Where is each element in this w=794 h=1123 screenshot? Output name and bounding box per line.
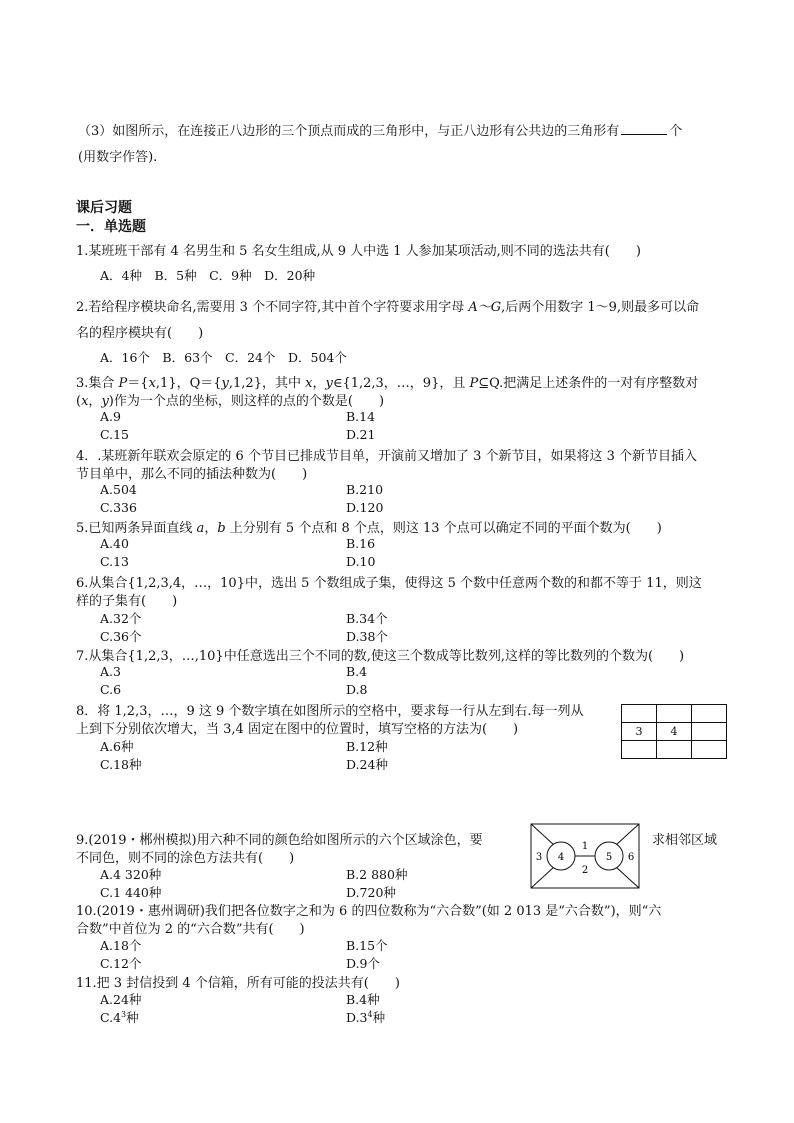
region-5-label: 5 bbox=[605, 852, 613, 863]
figure-diagonal bbox=[616, 867, 639, 888]
q8-option-a: A.6种 bbox=[100, 739, 134, 754]
q5-option-c: C.13 bbox=[100, 554, 129, 569]
q7-option-c: C.6 bbox=[100, 682, 122, 697]
q3-a: 3.集合 bbox=[76, 376, 119, 391]
question-1-options: A．4种 B．5种 C．9种 D．20种 bbox=[100, 268, 316, 283]
q3-g: ⊆Q.把满足上述条件的一对有序整数对 bbox=[478, 376, 699, 391]
question-2-line2: 名的程序模块有( ) bbox=[76, 326, 204, 341]
q5-a: a bbox=[196, 521, 205, 536]
q3-y1: y bbox=[221, 376, 229, 391]
q6-option-a: A.32个 bbox=[100, 611, 142, 626]
q3-e: ， bbox=[312, 376, 326, 391]
figure-diagonal bbox=[531, 824, 554, 845]
q6-option-d: D.38个 bbox=[346, 629, 388, 644]
question-2-line1 bbox=[76, 296, 699, 315]
grid-row bbox=[622, 723, 727, 741]
q9-option-b: B.2 880种 bbox=[346, 867, 408, 882]
number-grid-figure bbox=[621, 704, 727, 759]
q8-option-c: C.18种 bbox=[100, 757, 142, 772]
q9-option-a: A.4 320种 bbox=[100, 867, 162, 882]
question-7: 7.从集合{1,2,3，…,10}中任意选出三个不同的数,使这三个数成等比数列,这样的等比数列的个数为( ) bbox=[76, 649, 685, 664]
q10-option-a: A.18个 bbox=[100, 938, 142, 953]
q6-option-b: B.34个 bbox=[346, 611, 388, 626]
grid-cell bbox=[622, 741, 657, 759]
question-6-line2: 样的子集有( ) bbox=[76, 594, 178, 609]
grid-cell-4: 4 bbox=[657, 723, 692, 741]
q11-option-a: A.24种 bbox=[100, 992, 142, 1007]
q7-option-d: D.8 bbox=[346, 682, 368, 697]
q3-d: ,1,2}，其中 bbox=[228, 376, 306, 391]
q9-option-c: C.1 440种 bbox=[100, 885, 162, 900]
q11-option-b: B.4种 bbox=[346, 992, 380, 1007]
q3-j: )作为一个点的坐标，则这样的点的个数是( ) bbox=[108, 394, 385, 409]
answer-blank bbox=[621, 133, 667, 135]
q3-x2: x bbox=[305, 376, 313, 391]
q3-h: ( bbox=[76, 394, 82, 409]
question-4-line1: 4．.某班新年联欢会原定的 6 个节目已排成节目单，开演前又增加了 3 个新节目，如果将这 3 个新节目插入 bbox=[76, 449, 698, 464]
q5-mid: ， bbox=[204, 521, 218, 536]
q3-y2: y bbox=[325, 376, 333, 391]
q5-pre: 5.已知两条异面直线 bbox=[76, 521, 197, 536]
q3-b: ＝{ bbox=[127, 376, 149, 391]
question-9-line1-b: 求相邻区域 bbox=[652, 833, 718, 848]
q11-c-base: C.4 bbox=[100, 1010, 122, 1025]
question-8-line2: 上到下分别依次增大，当 3,4 固定在图中的位置时，填写空格的方法为( ) bbox=[76, 722, 519, 737]
q7-option-b: B.4 bbox=[346, 664, 368, 679]
question-1: 1.某班班干部有 4 名男生和 5 名女生组成,从 9 人中选 1 人参加某项活动,则不同的选法共有( ) bbox=[76, 244, 641, 259]
region-1-label: 1 bbox=[581, 841, 589, 852]
q11-c-exp: 3 bbox=[121, 1009, 127, 1019]
q5-b: b bbox=[217, 521, 226, 536]
question-6-line1: 6.从集合{1,2,3,4，…，10}中，选出 5 个数组成子集，使得这 5 个数中任意两个数的和都不等于 11，则这 bbox=[76, 576, 702, 591]
six-region-figure bbox=[530, 823, 642, 891]
q5-option-b: B.16 bbox=[346, 536, 376, 551]
q11-option-c bbox=[100, 1008, 139, 1026]
question-11: 11.把 3 封信投到 4 个信箱，所有可能的投法共有( ) bbox=[76, 976, 400, 991]
q4-option-d: D.120 bbox=[346, 500, 384, 515]
question-9-line1-a: 9.(2019・郴州模拟)用六种不同的颜色给如图所示的六个区域涂色，要 bbox=[76, 833, 483, 848]
q3-line1-post: 个 bbox=[669, 124, 683, 139]
region-3-label: 3 bbox=[535, 852, 543, 863]
grid-cell bbox=[692, 723, 727, 741]
q4-option-b: B.210 bbox=[346, 482, 384, 497]
q3-text-line2: (用数字作答). bbox=[78, 150, 158, 165]
q6-option-c: C.36个 bbox=[100, 629, 142, 644]
question-10-line2: 合数”中首位为 2 的“六合数”共有( ) bbox=[76, 922, 305, 937]
q3-text-line1 bbox=[78, 120, 682, 139]
grid-cell bbox=[657, 741, 692, 759]
q2-text-b: ,后两个用数字 1～9,则最多可以命 bbox=[501, 300, 700, 315]
q3-p2: P bbox=[469, 376, 479, 391]
q7-option-a: A.3 bbox=[100, 664, 121, 679]
q3-option-b: B.14 bbox=[346, 409, 376, 424]
q8-option-b: B.12种 bbox=[346, 739, 388, 754]
q3-line1-pre: （3）如图所示，在连接正八边形的三个顶点而成的三角形中，与正八边形有公共边的三角形有 bbox=[78, 124, 620, 139]
q3-f: ∈{1,2,3，…，9}，且 bbox=[332, 376, 470, 391]
question-10-line1: 10.(2019・惠州调研)我们把各位数字之和为 6 的四位数称为“六合数”(如 2 013 是“六合数”)，则“六 bbox=[76, 904, 662, 919]
question-8-line1: 8．将 1,2,3，…，9 这 9 个数字填在如图所示的空格中，要求每一行从左到右.每一列从 bbox=[76, 704, 584, 719]
figure-diagonal bbox=[616, 824, 639, 845]
question-4-line2: 节目单中，那么不同的插法种数为( ) bbox=[76, 467, 308, 482]
region-2-label: 2 bbox=[581, 865, 589, 876]
q3-c: ,1}，Q＝{ bbox=[155, 376, 222, 391]
grid-cell bbox=[657, 705, 692, 723]
q3-x1: x bbox=[148, 376, 156, 391]
q5-option-d: D.10 bbox=[346, 554, 376, 569]
q5-option-a: A.40 bbox=[100, 536, 129, 551]
region-6-label: 6 bbox=[627, 852, 635, 863]
q10-option-d: D.9个 bbox=[346, 956, 381, 971]
section-title: 课后习题 bbox=[76, 200, 132, 216]
q11-d-exp: 4 bbox=[367, 1009, 373, 1019]
q4-option-c: C.336 bbox=[100, 500, 137, 515]
q11-d-base: D.3 bbox=[346, 1010, 368, 1025]
q3-option-d: D.21 bbox=[346, 427, 376, 442]
q3-x3: x bbox=[81, 394, 89, 409]
question-5 bbox=[76, 517, 662, 536]
q11-option-d bbox=[346, 1008, 385, 1026]
q3-option-a: A.9 bbox=[100, 409, 121, 424]
figure-diagonal bbox=[531, 867, 554, 888]
section-subtitle: 一．单选题 bbox=[76, 219, 146, 235]
q3-i: ， bbox=[88, 394, 102, 409]
q10-option-c: C.12个 bbox=[100, 956, 142, 971]
q5-post: 上分别有 5 个点和 8 个点，则这 13 个点可以确定不同的平面个数为( ) bbox=[225, 521, 662, 536]
q2-text-a: 2.若给程序模块命名,需要用 3 个不同字符,其中首个字符要求用字母 bbox=[76, 300, 469, 315]
grid-cell bbox=[622, 705, 657, 723]
grid-cell bbox=[692, 741, 727, 759]
question-3-line1 bbox=[76, 372, 698, 391]
q3-option-c: C.15 bbox=[100, 427, 129, 442]
q3-y3: y bbox=[101, 394, 109, 409]
q8-option-d: D.24种 bbox=[346, 757, 388, 772]
question-2-options: A．16个 B．63个 C．24个 D．504个 bbox=[100, 350, 347, 365]
q3-p: P bbox=[118, 376, 128, 391]
q11-c-unit: 种 bbox=[126, 1010, 139, 1025]
q11-d-unit: 种 bbox=[372, 1010, 386, 1025]
grid-row bbox=[622, 741, 727, 759]
region-4-label: 4 bbox=[557, 852, 565, 863]
q2-letters: A～G bbox=[468, 300, 502, 315]
question-9-line2: 不同色，则不同的涂色方法共有( ) bbox=[76, 851, 295, 866]
grid-cell bbox=[692, 705, 727, 723]
grid-row bbox=[622, 705, 727, 723]
q10-option-b: B.15个 bbox=[346, 938, 388, 953]
question-3-line2 bbox=[76, 390, 384, 409]
q4-option-a: A.504 bbox=[100, 482, 137, 497]
grid-cell-3: 3 bbox=[622, 723, 657, 741]
q9-option-d: D.720种 bbox=[346, 885, 396, 900]
